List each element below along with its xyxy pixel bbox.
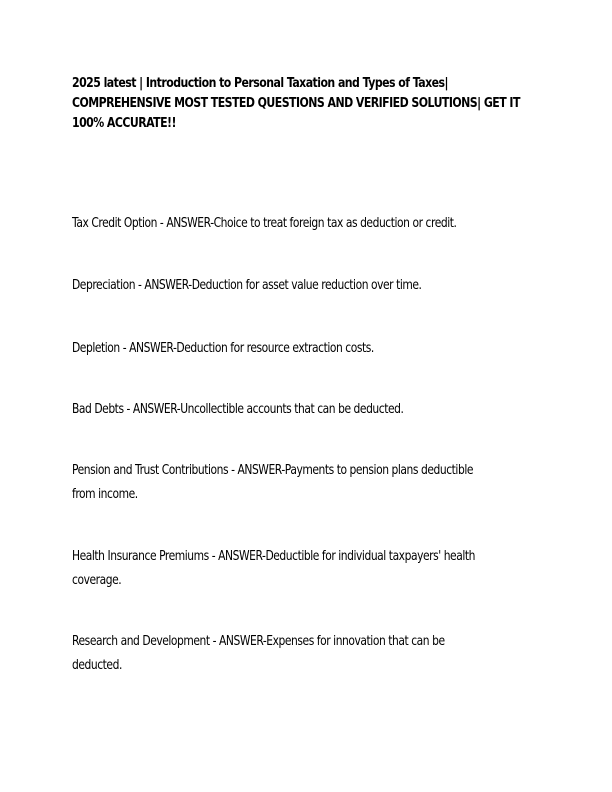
title-line: COMPREHENSIVE MOST TESTED QUESTIONS AND VERIFIED SOLUTIONS| GET IT	[72, 96, 520, 111]
qa-line: deducted.	[72, 658, 122, 673]
title-line: 2025 latest | Introduction to Personal Taxation and Types of Taxes|	[72, 76, 448, 91]
title-line: 100% ACCURATE!!	[72, 116, 176, 131]
qa-entry-research-and-development	[72, 630, 536, 678]
qa-line: Bad Debts - ANSWER-Uncollectible accounts that can be deducted.	[72, 402, 404, 417]
qa-entry-depreciation	[72, 274, 536, 298]
qa-entry-depletion	[72, 337, 536, 361]
qa-line: Health Insurance Premiums - ANSWER-Deductible for individual taxpayers' health	[72, 549, 475, 564]
qa-entry-health-insurance-premiums	[72, 545, 536, 593]
qa-line: Depreciation - ANSWER-Deduction for asset value reduction over time.	[72, 278, 422, 293]
document-title	[72, 74, 542, 134]
qa-line: Pension and Trust Contributions - ANSWER-Payments to pension plans deductible	[72, 463, 474, 478]
qa-line: coverage.	[72, 573, 122, 588]
qa-entry-bad-debts	[72, 398, 536, 422]
qa-entry-tax-credit-option	[72, 212, 536, 236]
qa-line: from income.	[72, 487, 138, 502]
qa-line: Tax Credit Option - ANSWER-Choice to treat foreign tax as deduction or credit.	[72, 216, 457, 231]
qa-entry-pension-and-trust-contributions	[72, 459, 536, 507]
qa-line: Research and Development - ANSWER-Expenses for innovation that can be	[72, 634, 445, 649]
qa-line: Depletion - ANSWER-Deduction for resource extraction costs.	[72, 341, 374, 356]
